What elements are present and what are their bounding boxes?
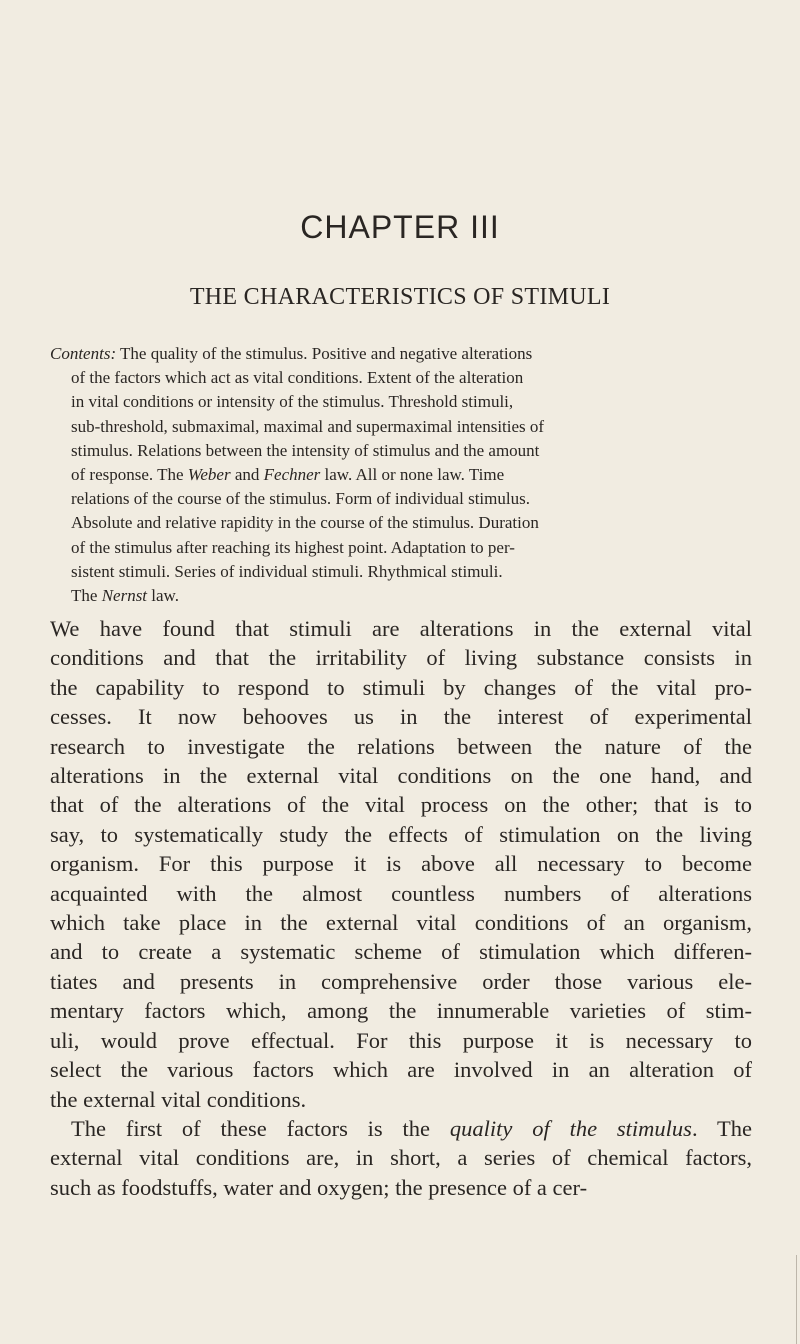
page-edge-line bbox=[796, 1255, 797, 1344]
body-text bbox=[50, 614, 752, 1202]
emphasis-quality: quality of the stimulus bbox=[449, 1115, 692, 1141]
paragraph-line: organism. For this purpose it is above all necessary to become bbox=[50, 851, 752, 877]
contents-line: Contents: The quality of the stimulus. Positive and negative alterations bbox=[50, 344, 533, 363]
contents-line: of the factors which act as vital conditions. Extent of the alteration bbox=[71, 368, 524, 388]
paragraph-line: such as foodstuffs, water and oxygen; the presence of a cer- bbox=[50, 1174, 588, 1200]
contents-line: Absolute and relative rapidity in the course of the stimulus. Duration bbox=[71, 513, 539, 533]
paragraph-line: research to investigate the relations between the nature of the bbox=[50, 733, 752, 759]
chapter-contents bbox=[50, 342, 750, 608]
contents-line: The Nernst law. bbox=[71, 586, 179, 606]
nernst-name: Nernst bbox=[101, 586, 148, 606]
paragraph-line: uli, would prove effectual. For this purpose it is necessary to bbox=[50, 1027, 752, 1053]
contents-line: sub-threshold, submaximal, maximal and supermaximal intensities of bbox=[71, 416, 545, 436]
fechner-name: Fechner bbox=[263, 465, 321, 485]
chapter-heading: CHAPTER III bbox=[300, 209, 500, 245]
paragraph-line: select the various factors which are involved in an alteration of bbox=[50, 1057, 752, 1083]
paragraph-line: The first of these factors is the quality of the stimulus. The bbox=[71, 1115, 752, 1141]
paragraph-line: We have found that stimuli are alterations in the external vital bbox=[50, 616, 752, 641]
contents-line: stimulus. Relations between the intensity of stimulus and the amount bbox=[71, 440, 540, 460]
paragraph-line: alterations in the external vital conditions on the one hand, and bbox=[50, 763, 752, 789]
contents-line: relations of the course of the stimulus. Form of individual stimulus. bbox=[71, 489, 530, 509]
paragraph-line: which take place in the external vital conditions of an organism, bbox=[50, 910, 752, 936]
paragraph-line: mentary factors which, among the innumerable varieties of stim- bbox=[50, 998, 752, 1024]
weber-name: Weber bbox=[187, 465, 231, 485]
paragraph-line: tiates and presents in comprehensive order those various ele- bbox=[50, 968, 752, 994]
paragraph-line: conditions and that the irritability of living substance consists in bbox=[50, 645, 752, 671]
paragraph-line: external vital conditions are, in short, a series of chemical factors, bbox=[50, 1145, 752, 1171]
contents-line: of the stimulus after reaching its highest point. Adaptation to per- bbox=[71, 537, 515, 557]
paragraph-line: the external vital conditions. bbox=[50, 1086, 307, 1112]
paragraph-line: cesses. It now behooves us in the interest of experimental bbox=[50, 704, 752, 730]
chapter-title: THE CHARACTERISTICS OF STIMULI bbox=[189, 284, 611, 310]
contents-line: sistent stimuli. Series of individual stimuli. Rhythmical stimuli. bbox=[71, 561, 503, 581]
contents-line: of response. The Weber and Fechner law. All or none law. Time bbox=[71, 465, 505, 485]
paragraph-line: the capability to respond to stimuli by changes of the vital pro- bbox=[50, 674, 752, 700]
contents-label: Contents: bbox=[50, 344, 117, 363]
paragraph-line: acquainted with the almost countless numbers of alterations bbox=[50, 880, 752, 906]
paragraph-line: that of the alterations of the vital process on the other; that is to bbox=[50, 792, 752, 818]
paragraph-line: and to create a systematic scheme of stimulation which differen- bbox=[50, 939, 752, 965]
paragraph-line: say, to systematically study the effects of stimulation on the living bbox=[50, 821, 752, 847]
contents-line: in vital conditions or intensity of the stimulus. Threshold stimuli, bbox=[71, 392, 514, 412]
